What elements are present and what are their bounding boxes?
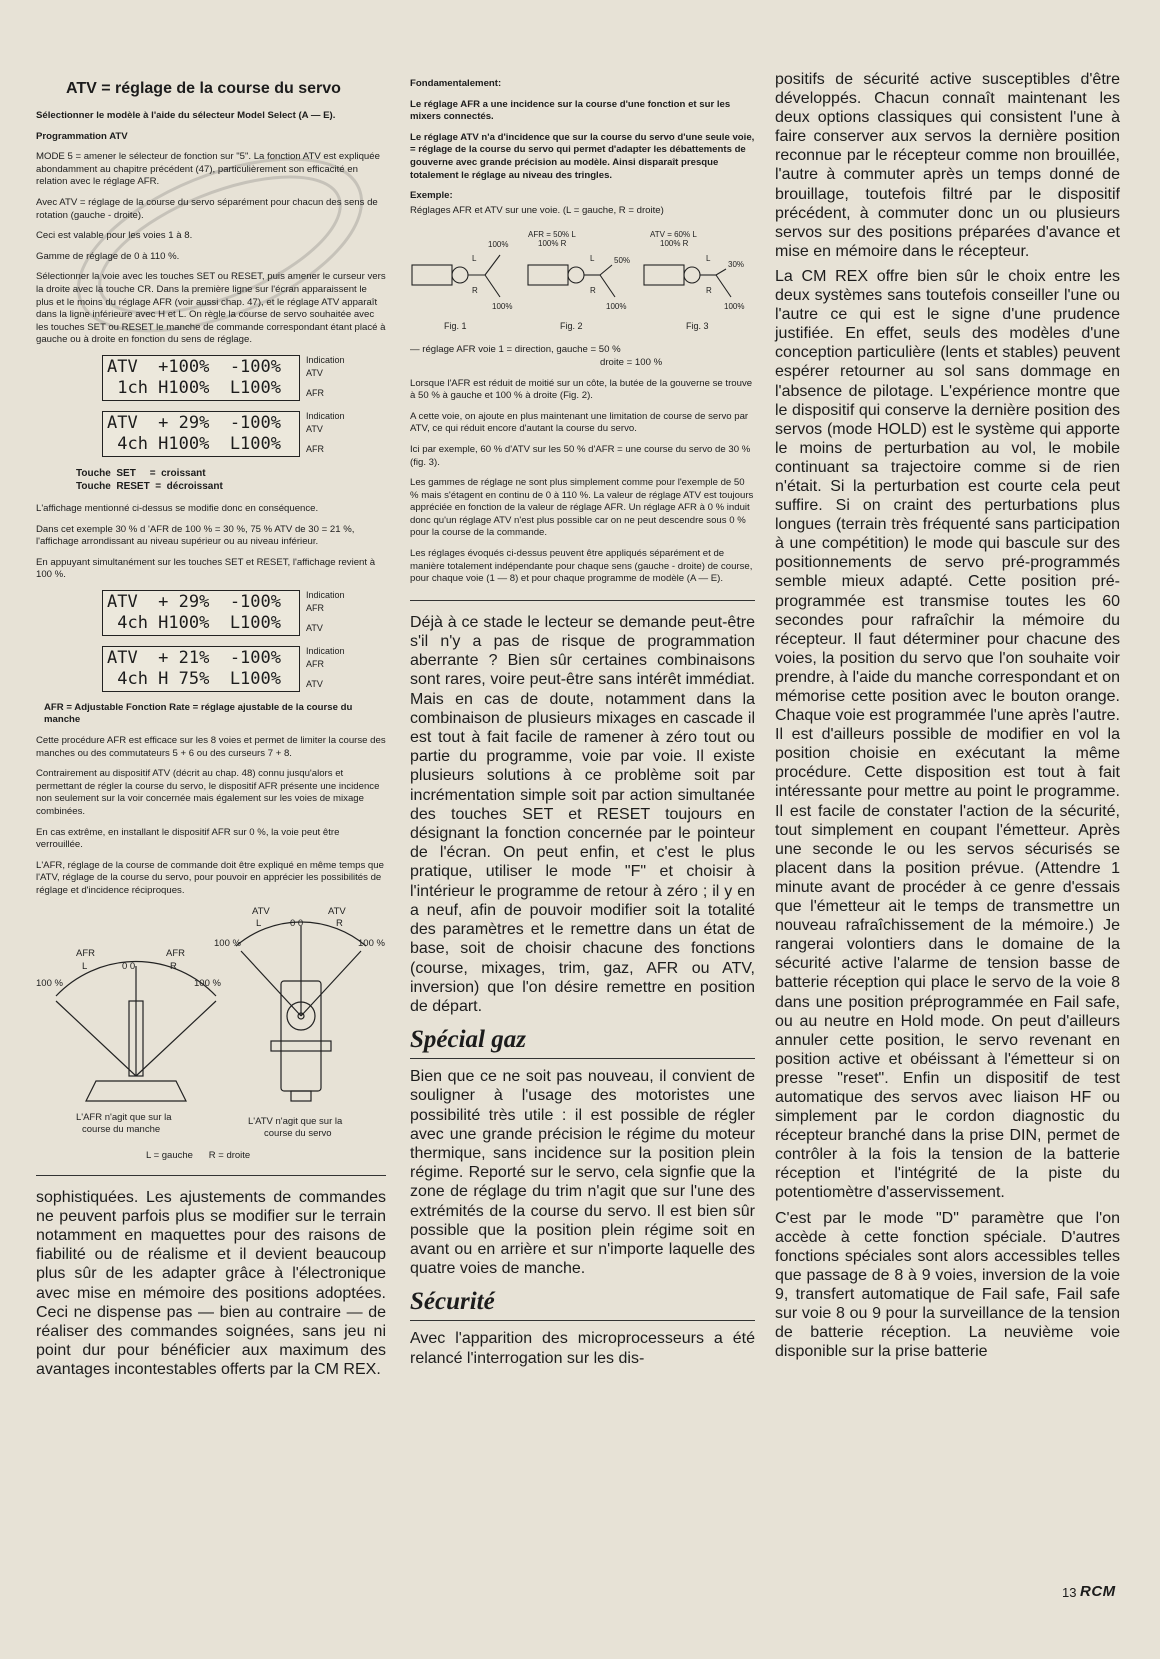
label-l: L [82,960,88,972]
label-l: L [472,254,477,264]
label-100: 100 % [194,977,221,989]
body-paragraph: Avec l'apparition des microprocesseurs a été relancé l'interrogation sur les dis- [410,1330,755,1367]
caption-atv-2: course du servo [264,1127,332,1139]
fig-2-caption: Fig. 2 [560,321,583,332]
indication-label: Indication [306,589,345,600]
fig-1-drawing [412,255,500,297]
label-r: R [472,286,478,296]
lcd-indication-labels [306,590,366,634]
key-set: Touche SET = croissant [76,467,206,479]
label-afr: AFR [166,947,185,959]
fig-1-caption: Fig. 1 [444,321,467,332]
label-r: R [590,286,596,296]
caption-afr-1: L'AFR n'agit que sur la [76,1111,172,1123]
lcd-display-example-3 [102,590,386,636]
lcd-line-1: ATV +100% -100% [107,356,281,377]
body-paragraph: C'est par le mode "D" paramètre que l'on accède à cette fonction spéciale. D'autres fonctions spéciales sont alors accessibles telles que passage de 8 à 9 voies, inversion de la voie 9, transfert automatique de Fail safe, Fail safe sur voie 8 ou 9 pour la surveillance de la tension de batterie réception. La neuvième voie disponible sur la prise batterie [775,1209,1120,1361]
indication-afr: AFR [306,443,324,454]
label-r: R [170,960,177,972]
lcd-line-2: 4ch H 75% L100% [107,668,281,689]
indication-afr: AFR [306,602,324,613]
column-1 [36,70,386,1386]
lcd-display-example-4 [102,646,386,692]
label-l: L [590,254,595,264]
page-number: 13 [1062,1585,1077,1600]
paragraph: droite = 100 % [600,356,663,368]
body-paragraph: La CM REX offre bien sûr le choix entre les deux systèmes sans toutefois conseiller l'une ou l'autre ce qui est le signe d'une prudence justifiée. En effet, seuls des modèles d'une conception particulière (lents et stables) peuvent espérer retourner au sol sans dommage en l'absence de pilotage. L'expérience montre que le dispositif qui conserve la dernière position des servos (mode HOLD) est le système qui apporte le moins de perturbation au vol, le mobile continuant sa trajectoire comme si de rien n'était. Si la perturbation est courte cela peut suffire. Si on craint des perturbations plus longues (terrain très fréquenté sans participation à une compétition) le mode qui bascule sur des positionnements de servo pré-programmés semble mieux adapté. Cette position pré-programmée est transmise toutes les 60 secondes pour rafraîchir la mémoire du récepteur. Il faut déterminer pour chacune des voies, la position du servo que l'on souhaite voir prendre, à l'aide du manche correspondant et on mémorise cette position avec le bouton orange. Chaque voie est programmée l'une après l'autre. Il est d'ailleurs possible de modifier en vol la position choisie en exécutant la même procédure. Cette disposition est tout à fait intéressante pour mettre au point le programme. Il est facile de constater l'action de la sécurité, tout simplement en coupant l'émetteur. Après une seconde le ou les servos sécurisés se placent dans la position prévue. (Attendre 1 minute avant de procéder à ce genre d'essais que l'émetteur ait le temps de transmettre un nouveau rafraîchissement de la mémoire.) Je rangerai volontiers dans le domaine de la sécurité active l'alarme de tension basse de batterie réception qui place le servo de la voie 8 dans une position préprogrammée en Fail safe, ou au neutre en Hold mode. On peut d'ailleurs annuler cette position, le servo revenant en position active et obéissant à l'émetteur si on presse "reset". Enfin un dispositif de test automatique des servos avec liaison HF ou simplement par le cordon diagnostic du récepteur branché dans la prise DIN, permet de contrôler à la fois la tension de la batterie réception et l'intégrité de la piste du potentiomètre d'asservissement. [775,267,1120,1202]
label-zero: 0 0 [290,917,304,929]
paragraph: Gamme de réglage de 0 à 110 %. [36,250,180,262]
indication-label: Indication [306,645,345,656]
atv-note-2: 100% R [660,239,689,249]
label-r: R [336,917,343,929]
lcd-line-1: ATV + 29% -100% [107,591,281,612]
key-legend [76,467,386,493]
paragraph: AFR = Adjustable Fonction Rate = réglage ajustable de la course du manche [44,701,353,726]
lcd-screen [102,646,300,692]
label-100: 100% [488,240,509,250]
label-100: 100 % [358,937,385,949]
paragraph: Avec ATV = réglage de la course du servo séparément pour chacun des sens de rotation (gauche - droite). [36,196,378,221]
label-atv: ATV [328,905,346,917]
lcd-screen [102,590,300,636]
caption-afr-2: course du manche [82,1123,161,1135]
lcd-line-2: 4ch H100% L100% [107,612,281,633]
paragraph: Sélectionner la voie avec les touches SET ou RESET, puis amener le curseur vers la droite avec la touche CR. Dans la première ligne sur l'écran apparaissent le plus et le moins du réglage AFR (voir aussi chap. 47), et le réglage ATV apparaît dans la ligne inférieure avec H et L. On règle la course de servo souhaitée avec les touches SET ou RESET le manche de commande correspondant étant placé à gauche ou à droite en fonction du sens de réglage. [36,271,386,346]
label-l: L [706,254,711,264]
paragraph: Ici par exemple, 60 % d'ATV sur les 50 % d'AFR = une course du servo de 30 % (fig. 3). [410,443,751,468]
afr-base [86,1081,186,1101]
label-afr: AFR [76,947,95,959]
section-title-securite: Sécurité [410,1288,755,1321]
figures-1-2-3 [410,225,755,335]
indication-atv: ATV [306,622,323,633]
label-100: 100 % [214,937,241,949]
magazine-logo: RCM [1080,1583,1116,1600]
body-paragraph: sophistiquées. Les ajustements de commandes ne peuvent parfois plus se modifier sur le terrain notamment en maquettes pour des raisons de fiabilité ou de réalisme et il devient beaucoup plus sûr de les adapter grâce à l'électronique avec mise en mémoire des positions adoptées. Ceci ne dispense pas — bien au contraire — de réaliser des commandes soignées, sans jeu ni point dur pour bénéficier aux maximum des avantages incontestables offerts par la CM REX. [36,1188,386,1379]
paragraph: Exemple: [410,190,453,202]
paragraph: L'affichage mentionné ci-dessus se modifie donc en conséquence. [36,502,319,514]
divider [410,600,755,601]
label-r: R [706,286,712,296]
paragraph: MODE 5 = amener le sélecteur de fonction sur "5". La fonction ATV est expliquée abondamment au chapitre précédent (47), particulièrement son efficacité en relation avec le réglage AFR. [36,151,380,188]
column-3 [775,70,1120,1367]
fig-3-caption: Fig. 3 [686,321,709,332]
lcd-indication-labels [306,411,366,455]
body-paragraph: Déjà à ce stade le lecteur se demande peut-être s'il n'y a pas de risque de programmation aberrante ? Bien sûr certaines combinaisons sont rares, voire peut-être sans intérêt immédiat. Mais en cas de doute, notamment dans la combinaison de plusieurs mixages en cascade il est tout à fait facile de ramener à zéro tout ou partie du programme, voie par voie. Il existe plusieurs solutions à ce problème soit par incrémentation simple soit par action simultanée des touches SET et RESET toujours en désignant la fonction concernée par le pointeur de l'écran. On peut enfin, et c'est le plus pratique, utiliser le mode "F" et choisir à l'intérieur le programme de retour à zéro ; il y en a neuf, afin de pouvoir modifier soit la totalité des paramètres et le remettre dans un état de base, soit de choisir chacune des fonctions (course, mixages, trim, gaz, AFR ou ATV, inversion) que l'on désire remettre en position de départ. [410,613,755,1015]
paragraph: Cette procédure AFR est efficace sur les 8 voies et permet de limiter la course des manches ou des commutateurs 5 + 6 ou des curseurs 7 + 8. [36,735,386,759]
atv-note-1: ATV = 60% L [650,230,697,240]
indication-atv: ATV [306,367,323,378]
divider [36,1175,386,1176]
paragraph: — réglage AFR voie 1 = direction, gauche = 50 % [410,344,621,356]
label-100: 100% [606,302,627,312]
paragraph: Réglages AFR et ATV sur une voie. (L = gauche, R = droite) [410,204,664,216]
paragraph: Ceci est valable pour les voies 1 à 8. [36,230,193,242]
lcd-screen [102,355,300,401]
legend: L = gauche R = droite [146,1149,251,1161]
afr-note-1: AFR = 50% L [528,230,576,240]
lcd-line-1: ATV + 21% -100% [107,647,281,668]
afr-note-2: 100% R [538,239,567,249]
paragraph: L'AFR, réglage de la course de commande doit être expliqué en même temps que l'ATV, réglage de la course du servo, pour pouvoir en apprécier les possibilités de réglage et d'incidence réciproques. [36,859,384,896]
body-paragraph: positifs de sécurité active susceptibles d'être développés. Chacun connaît maintenant les deux options classiques qui consistent l'une à faire conserver aux servos la dernière position reconnue par le récepteur comme non brouillée, l'autre à commuter après un temps donné de brouillage, toutefois filtré par le dispositif précédent, à commuter donc un ou plusieurs servos sur des positions préparées d'avance et mise en mémoire dans le récepteur. [775,71,1120,260]
lcd-display-example-1 [102,355,386,401]
paragraph: Le réglage ATV n'a d'incidence que sur la course du servo d'une seule voie, = réglage de la course du servo qui permet d'adapter les débattements de gouverne avec grande précision au modèle. Ainsi disparaît presque totalement le réglage au niveau des tringles. [410,131,755,181]
paragraph: Les réglages évoqués ci-dessus peuvent être appliqués séparément et de manière totalement indépendante pour chaque sens (gauche - droite) de course, pour chaque voie (1 — 8) et pour chaque programme de modèle (A — E). [410,548,753,585]
paragraph: En cas extrême, en installant le dispositif AFR sur 0 %, la voie peut être verrouillée. [36,826,340,851]
lcd-line-1: ATV + 29% -100% [107,412,281,433]
label-zero: 0 0 [122,960,136,972]
label-30: 30% [728,260,745,270]
label-100: 100% [724,302,745,312]
paragraph: Les gammes de réglage ne sont plus simplement comme pour l'exemple de 50 % mais s'étagent en continu de 0 à 110 %. La valeur de réglage ATV est toujours appréciée en fonction de la valeur de réglage AFR. Un réglage AFR à 0 % induit donc qu'un réglage ATV n'est plus possible car on ne peut descendre sous 0 % pour la course de la commande. [410,477,754,539]
label-50: 50% [614,256,631,266]
label-100: 100% [492,302,513,312]
key-reset: Touche RESET = décroissant [76,480,223,492]
lcd-line-2: 4ch H100% L100% [107,433,281,454]
paragraph: Fondamentalement: [410,78,502,89]
section-heading-atv: ATV = réglage de la course du servo [66,80,341,97]
paragraph: En appuyant simultanément sur les touches SET et RESET, l'affichage revient à 100 %. [36,556,376,581]
indication-afr: AFR [306,658,324,669]
paragraph: Contrairement au dispositif ATV (décrit au chap. 48) connu jusqu'alors et permettant de régler la course du servo, le dispositif AFR présente une incidence non seulement sur la voir concernée mais également sur les voies de mixage combinées. [36,768,380,818]
indication-label: Indication [306,410,345,421]
lcd-indication-labels [306,355,366,399]
indication-atv: ATV [306,423,323,434]
paragraph: Dans cet exemple 30 % d 'AFR de 100 % = 30 %, 75 % ATV de 30 = 21 %, l'affichage arrondissant au niveau supérieur ou au niveau inférieur. [36,523,355,548]
indication-label: Indication [306,354,345,365]
section-title-special-gaz: Spécial gaz [410,1026,755,1059]
paragraph: Lorsque l'AFR est réduit de moitié sur un côte, la butée de la gouverne se trouve à 50 % à gauche et 100 % à droite (Fig. 2). [410,377,753,402]
lcd-display-example-2 [102,411,386,457]
paragraph: Sélectionner le modèle à l'aide du sélecteur Model Select (A — E). [36,110,336,121]
paragraph: Le réglage AFR a une incidence sur la course d'une fonction et sur les mixers connectés. [410,98,731,123]
lcd-line-2: 1ch H100% L100% [107,377,281,398]
indication-afr: AFR [306,387,324,398]
label-l: L [256,917,262,929]
lcd-indication-labels [306,646,366,690]
indication-atv: ATV [306,678,323,689]
caption-atv-1: L'ATV n'agit que sur la [248,1115,343,1127]
fig-2-drawing [528,265,615,297]
label-atv: ATV [252,905,270,917]
fig-3-drawing [644,265,731,297]
paragraph: A cette voie, on ajoute en plus maintenant une limitation de course de servo par ATV, ce qui réduit encore d'autant la course du servo. [410,410,749,435]
paragraph: Programmation ATV [36,130,128,142]
lcd-screen [102,411,300,457]
column-2 [410,70,755,1374]
label-100: 100 % [36,977,63,989]
afr-atv-diagram [36,906,386,1166]
body-paragraph: Bien que ce ne soit pas nouveau, il convient de souligner à l'usage des motoristes une possibilité très utile : il est possible de régler avec une grande précision le régime du moteur thermique, sans incidence sur la position plein régime. Reporté sur le servo, cela signfie que la zone de réglage du trim n'agit que sur l'une des extrémités de la course du servo. Il est bien sûr possible que la position plein régime soit en avant ou en arrière et sur n'importe laquelle des quatre voies de manche. [410,1068,755,1278]
